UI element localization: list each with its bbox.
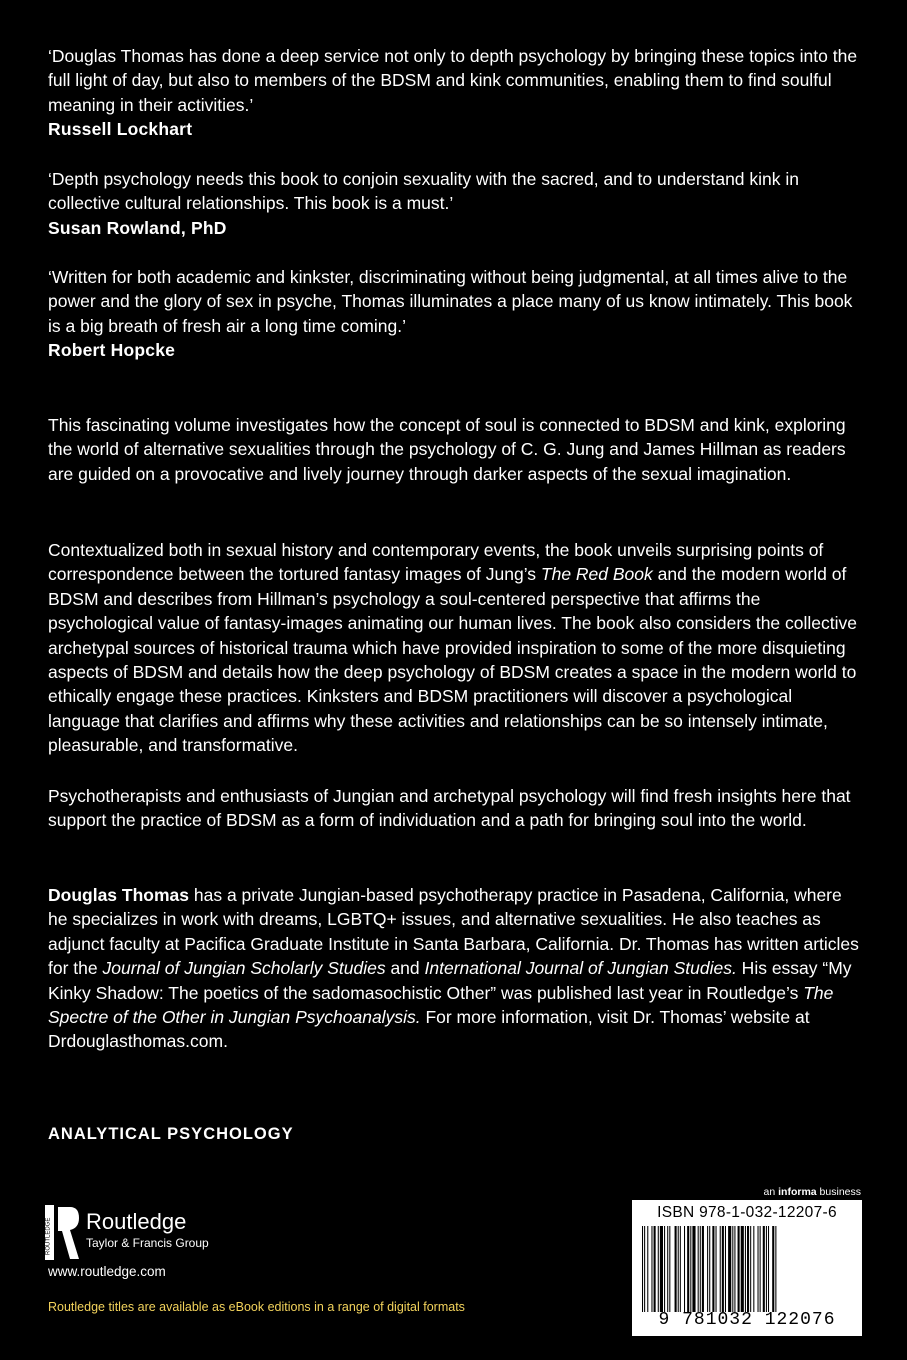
barcode-bar [690,1226,691,1312]
barcode-bar [728,1226,731,1312]
barcode-bar [687,1226,689,1312]
barcode-bar [763,1226,765,1312]
text-run: an [763,1186,779,1198]
endorsement-author: Susan Rowland, PhD [48,217,227,238]
publisher-url[interactable]: www.routledge.com [48,1264,166,1279]
ebook-note: Routledge titles are available as eBook editions in a range of digital formats [48,1300,465,1314]
description-paragraph-1 [48,413,863,486]
barcode-bar [692,1226,695,1312]
text-run: and the modern world of BDSM and describes from Hillman’s psychology a soul-centered perspective that affirms the psychological value of fantasy-images animating our human lives. The book also considers the collective archetypal sources of historical trauma which have provided inspiration to some of the more disquieting aspects of BDSM and details how the deep psychology of BDSM creates a space in the modern world to ethically engage these practices. Kinksters and BDSM practitioners will discover a psychological language that clarifies and affirms why these activities and relationships can be so intensely intimate, pleasurable, and transformative. [48,564,857,756]
barcode-bar [732,1226,733,1312]
description-text [48,538,863,758]
isbn-label: ISBN 978-1-032-12207-6 [657,1204,837,1221]
description-paragraph-3 [48,784,863,833]
endorsement-quote: ‘Depth psychology needs this book to conjoin sexuality with the sacred, and to understand kink in collective cultural relationships. This book is a must.’ [48,169,800,214]
barcode-bar [675,1226,677,1312]
journal-title: Journal of Jungian Scholarly Studies [102,958,386,979]
description-paragraph-2 [48,538,863,758]
barcode-bar [738,1226,740,1312]
book-title: The Red Book [540,564,653,585]
informa-business-line [764,1186,861,1198]
barcode-bar [707,1226,708,1312]
endorsement-1 [48,44,863,141]
barcode-bar [766,1226,767,1312]
barcode-bar [678,1226,679,1312]
endorsement-author: Robert Hopcke [48,340,176,361]
barcode-bar [722,1226,724,1312]
svg-text:ROUTLEDGE: ROUTLEDGE [45,1217,52,1255]
barcode-bar [775,1226,776,1312]
publisher-group: Taylor & Francis Group [86,1236,209,1250]
publisher-name: Routledge [86,1209,187,1234]
barcode-bar [716,1226,717,1312]
barcode-bar [684,1226,685,1312]
endorsement-3 [48,265,863,362]
endorsement-2 [48,167,863,240]
description-text: This fascinating volume investigates how the concept of soul is connected to BDSM and kink, exploring the world of alternative sexualities through the psychology of C. G. Jung and James Hillman as readers are guided on a provocative and lively journey through darker aspects of the sexual imagination. [48,415,846,484]
endorsement-quote: ‘Written for both academic and kinkster, discriminating without being judgmental, at all times alive to the power and the glory of sex in psyche, Thomas illuminates a place many of us know intimately. This book is a big breath of fresh air a long time coming.’ [48,267,853,336]
routledge-logo-icon [44,1203,80,1263]
barcode-bar [741,1226,744,1312]
barcode-bar [651,1226,652,1312]
text-run: has a private Jungian-based psychotherapy practice in Pasadena, California, where he specializes in work with dreams, LGBTQ+ issues, and alternative sexualities. He also teaches as adjunct faculty at Pacifica Graduate Institute in Santa Barbara, California. Dr. Thomas has written articles for the [48,885,859,979]
barcode-bar [772,1226,774,1312]
barcode-bar [720,1226,721,1312]
barcode-bar [702,1226,704,1312]
text-run: business [816,1186,861,1198]
barcode-bar [644,1226,645,1312]
endorsement-quote: ‘Douglas Thomas has done a deep service not only to depth psychology by bringing these topics into the full light of day, but also to members of the BDSM and kink communities, enabling them to find soulful meaning in their activities.’ [48,46,858,115]
series-label: ANALYTICAL PSYCHOLOGY [48,1125,294,1143]
endorsement-author: Russell Lockhart [48,119,193,140]
barcode-bar [680,1226,681,1312]
journal-title: International Journal of Jungian Studies. [424,958,737,979]
barcode-digits: 9 781032 122076 [658,1310,836,1330]
barcode-bar [768,1226,769,1312]
book-title: The Spectre of the Other in Jungian Psychoanalysis. [48,982,834,1028]
bio-text [48,883,863,1054]
description-text: Psychotherapists and enthusiasts of Jungian and archetypal psychology will find fresh insights here that support the practice of BDSM as a form of individuation and a path for bringing soul into the world. [48,786,851,831]
author-bio [48,883,863,1054]
text-run: For more information, visit Dr. Thomas’ website at Drdouglasthomas.com. [48,1007,810,1052]
barcode-bar [698,1226,699,1312]
barcode-bar [654,1226,656,1312]
barcode-bar [760,1226,761,1312]
barcode-bar [725,1226,726,1312]
barcode-bar [709,1226,710,1312]
barcode-bar [664,1226,665,1312]
publisher-logo [44,1203,234,1263]
barcode-bar [667,1226,668,1312]
text-run: and [385,958,425,979]
barcode-bar [758,1226,759,1312]
barcode-bar [734,1226,735,1312]
isbn-barcode [632,1200,862,1336]
informa-wordmark: informa [778,1186,817,1198]
barcode-bar [700,1226,701,1312]
barcode-bar [642,1226,643,1312]
text-run: Contextualized both in sexual history and contemporary events, the book unveils surprising points of correspondence between the tortured fantasy images of Jung’s [48,540,824,585]
author-name: Douglas Thomas [48,885,189,905]
barcode-bar [658,1226,659,1312]
barcode-bar [669,1226,670,1312]
barcode-bar [753,1226,754,1312]
text-run: His essay “My Kinky Shadow: The poetics of the sadomasochistic Other” was published last year in Routledge’s [48,958,852,1003]
barcode-bar [745,1226,746,1312]
barcode-bar [647,1226,648,1312]
barcode-bar [747,1226,749,1312]
barcode-bar [750,1226,751,1312]
barcode-bars [642,1226,852,1312]
barcode-bar [712,1226,714,1312]
barcode-bar [660,1226,663,1312]
